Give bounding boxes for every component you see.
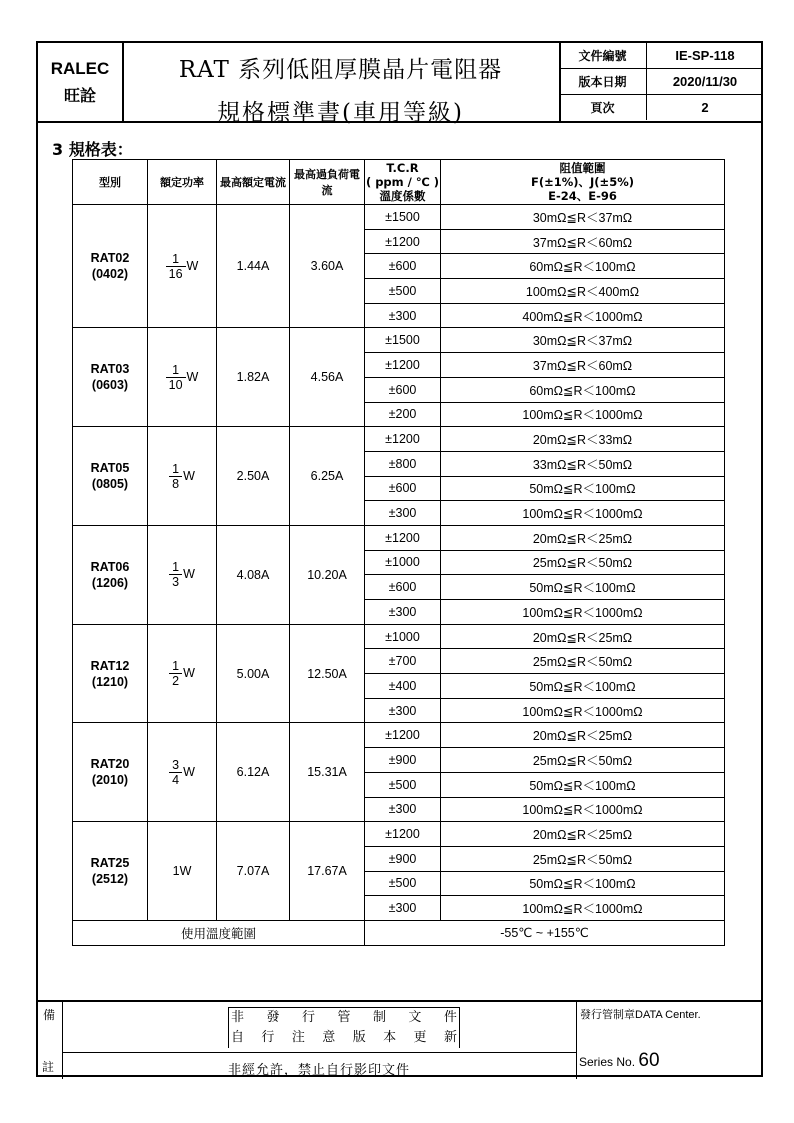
fraction bbox=[169, 560, 182, 589]
overload-current-cell: 6.25A bbox=[290, 427, 365, 526]
notice-char: 管 bbox=[337, 1010, 351, 1025]
fraction-denominator: 8 bbox=[169, 476, 182, 491]
tcr-cell: ±1000 bbox=[365, 624, 441, 649]
document-footer bbox=[38, 1000, 761, 1079]
power-unit: W bbox=[183, 666, 195, 681]
tcr-cell: ±1200 bbox=[365, 822, 441, 847]
resistance-range-cell: 25mΩ≦R＜50mΩ bbox=[441, 748, 725, 773]
tcr-cell: ±200 bbox=[365, 402, 441, 427]
resistance-range-cell: 25mΩ≦R＜50mΩ bbox=[441, 846, 725, 871]
model-name: RAT20 bbox=[90, 757, 130, 772]
model-cell bbox=[73, 822, 148, 921]
stamp-en: DATA Center. bbox=[635, 1009, 701, 1021]
spec-header-row bbox=[73, 160, 725, 205]
model-size: (0603) bbox=[91, 378, 129, 393]
footer-divider bbox=[62, 1052, 576, 1053]
document-header bbox=[38, 43, 761, 126]
power-unit: W bbox=[183, 468, 195, 483]
tcr-cell: ±1200 bbox=[365, 723, 441, 748]
notice-char: 件 bbox=[443, 1010, 457, 1025]
tcr-cell: ±300 bbox=[365, 797, 441, 822]
notice-char: 自 bbox=[231, 1030, 245, 1045]
model-name: RAT02 bbox=[90, 251, 130, 266]
tcr-cell: ±300 bbox=[365, 698, 441, 723]
meta-row bbox=[559, 69, 763, 95]
power-fraction bbox=[169, 560, 195, 589]
tcr-cell: ±900 bbox=[365, 748, 441, 773]
tcr-cell: ±1000 bbox=[365, 550, 441, 575]
power-cell bbox=[148, 723, 217, 822]
notice-char: 版 bbox=[352, 1030, 366, 1045]
power-fraction bbox=[169, 659, 195, 688]
document-title bbox=[122, 43, 561, 126]
temp-label: 使用溫度範圍 bbox=[73, 920, 365, 945]
issue-stamp bbox=[580, 1006, 701, 1022]
tcr-cell: ±300 bbox=[365, 501, 441, 526]
rated-current-cell: 1.82A bbox=[217, 328, 290, 427]
power-cell bbox=[148, 822, 217, 921]
model-cell bbox=[73, 427, 148, 526]
power-cell bbox=[148, 525, 217, 624]
header-range-3: E-24、E-96 bbox=[548, 189, 617, 203]
page-frame bbox=[36, 41, 763, 1077]
tcr-cell: ±1200 bbox=[365, 353, 441, 378]
model-size: (0402) bbox=[91, 267, 129, 282]
document-meta bbox=[559, 43, 763, 120]
resistance-range-cell: 50mΩ≦R＜100mΩ bbox=[441, 476, 725, 501]
fraction-numerator: 1 bbox=[172, 560, 180, 575]
resistance-range-cell: 20mΩ≦R＜25mΩ bbox=[441, 723, 725, 748]
header-overload: 最高過負荷電流 bbox=[290, 160, 365, 205]
title-line-2: 規格標準書(車用等級) bbox=[217, 100, 464, 126]
series-label: Series No. bbox=[579, 1055, 636, 1069]
meta-row bbox=[559, 43, 763, 69]
remarks-area bbox=[62, 1002, 577, 1079]
notice-char: 行 bbox=[301, 1010, 315, 1025]
tcr-cell: ±400 bbox=[365, 674, 441, 699]
table-row bbox=[73, 205, 725, 230]
fraction-numerator: 1 bbox=[172, 659, 180, 674]
resistance-range-cell: 100mΩ≦R＜1000mΩ bbox=[441, 402, 725, 427]
header-current: 最高額定電流 bbox=[217, 160, 290, 205]
logo-zh: 旺詮 bbox=[63, 86, 96, 105]
resistance-range-cell: 100mΩ≦R＜400mΩ bbox=[441, 279, 725, 304]
notice-char: 文 bbox=[408, 1010, 422, 1025]
fraction-numerator: 1 bbox=[172, 362, 180, 377]
meta-key: 文件編號 bbox=[559, 43, 647, 69]
resistance-range-cell: 37mΩ≦R＜60mΩ bbox=[441, 229, 725, 254]
meta-value: IE-SP-118 bbox=[647, 43, 764, 69]
tcr-cell: ±1500 bbox=[365, 205, 441, 230]
tcr-cell: ±1200 bbox=[365, 525, 441, 550]
power-fraction bbox=[166, 363, 199, 392]
power-fraction bbox=[169, 462, 195, 491]
resistance-range-cell: 20mΩ≦R＜33mΩ bbox=[441, 427, 725, 452]
issue-control bbox=[576, 1002, 763, 1079]
tcr-cell: ±1500 bbox=[365, 328, 441, 353]
fraction-denominator: 10 bbox=[166, 377, 186, 392]
resistance-range-cell: 37mΩ≦R＜60mΩ bbox=[441, 353, 725, 378]
remarks-label-bottom: 註 bbox=[42, 1060, 55, 1074]
model-name: RAT05 bbox=[90, 461, 130, 476]
model-size: (2512) bbox=[91, 872, 129, 887]
power-fraction bbox=[166, 252, 199, 281]
rated-current-cell: 6.12A bbox=[217, 723, 290, 822]
fraction-denominator: 2 bbox=[169, 673, 182, 688]
tcr-cell: ±1200 bbox=[365, 229, 441, 254]
rated-current-cell: 1.44A bbox=[217, 205, 290, 328]
notice-char: 新 bbox=[443, 1030, 457, 1045]
model-cell bbox=[73, 205, 148, 328]
power-cell bbox=[148, 624, 217, 723]
power-cell bbox=[148, 427, 217, 526]
section-title: 3 規格表： bbox=[52, 140, 133, 159]
tcr-cell: ±900 bbox=[365, 846, 441, 871]
tcr-cell: ±300 bbox=[365, 600, 441, 625]
temp-value: -55℃ ~ +155℃ bbox=[365, 920, 725, 945]
tcr-cell: ±500 bbox=[365, 871, 441, 896]
fraction bbox=[166, 363, 186, 392]
notice-line-1 bbox=[229, 1008, 459, 1028]
header-model: 型別 bbox=[73, 160, 148, 205]
resistance-range-cell: 50mΩ≦R＜100mΩ bbox=[441, 674, 725, 699]
resistance-range-cell: 20mΩ≦R＜25mΩ bbox=[441, 525, 725, 550]
overload-current-cell: 10.20A bbox=[290, 525, 365, 624]
meta-value: 2020/11/30 bbox=[647, 69, 764, 95]
overload-current-cell: 12.50A bbox=[290, 624, 365, 723]
resistance-range-cell: 100mΩ≦R＜1000mΩ bbox=[441, 896, 725, 921]
tcr-cell: ±600 bbox=[365, 254, 441, 279]
tcr-cell: ±600 bbox=[365, 476, 441, 501]
resistance-range-cell: 100mΩ≦R＜1000mΩ bbox=[441, 501, 725, 526]
stamp-zh: 發行管制章 bbox=[580, 1008, 635, 1021]
power-value: 1W bbox=[172, 864, 192, 879]
resistance-range-cell: 50mΩ≦R＜100mΩ bbox=[441, 871, 725, 896]
tcr-cell: ±1200 bbox=[365, 427, 441, 452]
notice-char: 注 bbox=[291, 1030, 305, 1045]
overload-current-cell: 3.60A bbox=[290, 205, 365, 328]
meta-key: 版本日期 bbox=[559, 69, 647, 95]
fraction-denominator: 16 bbox=[166, 266, 186, 281]
tcr-cell: ±800 bbox=[365, 451, 441, 476]
fraction bbox=[169, 758, 182, 787]
notice-char: 更 bbox=[413, 1030, 427, 1045]
overload-current-cell: 15.31A bbox=[290, 723, 365, 822]
model-name: RAT25 bbox=[90, 856, 130, 871]
title-line-1: RAT 系列低阻厚膜晶片電阻器 bbox=[178, 57, 503, 83]
tcr-cell: ±600 bbox=[365, 575, 441, 600]
fraction-denominator: 3 bbox=[169, 574, 182, 589]
rated-current-cell: 7.07A bbox=[217, 822, 290, 921]
resistance-range-cell: 100mΩ≦R＜1000mΩ bbox=[441, 797, 725, 822]
notice-char: 意 bbox=[322, 1030, 336, 1045]
resistance-range-cell: 100mΩ≦R＜1000mΩ bbox=[441, 698, 725, 723]
power-cell bbox=[148, 328, 217, 427]
notice-char: 本 bbox=[383, 1030, 397, 1045]
header-tcr-1: T.C.R bbox=[386, 161, 419, 175]
tcr-cell: ±300 bbox=[365, 303, 441, 328]
model-cell bbox=[73, 723, 148, 822]
notice-char: 制 bbox=[372, 1010, 386, 1025]
table-row bbox=[73, 427, 725, 452]
tcr-cell: ±600 bbox=[365, 377, 441, 402]
power-unit: W bbox=[186, 369, 199, 384]
resistance-range-cell: 60mΩ≦R＜100mΩ bbox=[441, 254, 725, 279]
fraction-numerator: 1 bbox=[172, 251, 180, 266]
spec-table bbox=[72, 159, 725, 946]
model-name: RAT12 bbox=[90, 658, 130, 673]
model-size: (0805) bbox=[91, 477, 129, 492]
resistance-range-cell: 30mΩ≦R＜37mΩ bbox=[441, 328, 725, 353]
fraction bbox=[169, 462, 182, 491]
fraction bbox=[166, 252, 186, 281]
rated-current-cell: 5.00A bbox=[217, 624, 290, 723]
model-cell bbox=[73, 624, 148, 723]
table-row bbox=[73, 624, 725, 649]
header-range-1: 阻值範圍 bbox=[559, 161, 606, 175]
fraction-denominator: 4 bbox=[169, 772, 182, 787]
remarks-label-top: 備 bbox=[43, 1008, 56, 1022]
power-unit: W bbox=[183, 567, 195, 582]
resistance-range-cell: 20mΩ≦R＜25mΩ bbox=[441, 822, 725, 847]
resistance-range-cell: 100mΩ≦R＜1000mΩ bbox=[441, 600, 725, 625]
notice-char: 非 bbox=[231, 1010, 245, 1025]
resistance-range-cell: 25mΩ≦R＜50mΩ bbox=[441, 649, 725, 674]
fraction-numerator: 1 bbox=[172, 461, 180, 476]
model-cell bbox=[73, 525, 148, 624]
meta-row bbox=[559, 95, 763, 121]
resistance-range-cell: 33mΩ≦R＜50mΩ bbox=[441, 451, 725, 476]
temp-row bbox=[73, 920, 725, 945]
model-size: (1206) bbox=[91, 575, 129, 590]
resistance-range-cell: 60mΩ≦R＜100mΩ bbox=[441, 377, 725, 402]
logo-en: RALEC bbox=[50, 59, 110, 78]
model-name: RAT06 bbox=[90, 559, 130, 574]
table-row bbox=[73, 328, 725, 353]
resistance-range-cell: 400mΩ≦R＜1000mΩ bbox=[441, 303, 725, 328]
power-cell bbox=[148, 205, 217, 328]
control-notice bbox=[228, 1007, 460, 1048]
notice-line-2 bbox=[229, 1028, 459, 1048]
model-size: (2010) bbox=[91, 773, 129, 788]
spec-body bbox=[73, 205, 725, 921]
table-row bbox=[73, 525, 725, 550]
rated-current-cell: 2.50A bbox=[217, 427, 290, 526]
tcr-cell: ±500 bbox=[365, 772, 441, 797]
table-row bbox=[73, 723, 725, 748]
header-tcr bbox=[365, 160, 441, 205]
table-row bbox=[73, 822, 725, 847]
tcr-cell: ±500 bbox=[365, 279, 441, 304]
model-size: (1210) bbox=[91, 674, 129, 689]
overload-current-cell: 17.67A bbox=[290, 822, 365, 921]
power-unit: W bbox=[183, 764, 195, 779]
company-logo bbox=[38, 43, 124, 121]
fraction-numerator: 3 bbox=[172, 757, 180, 772]
meta-value: 2 bbox=[701, 100, 709, 115]
series-number bbox=[579, 1050, 660, 1072]
resistance-range-cell: 50mΩ≦R＜100mΩ bbox=[441, 575, 725, 600]
model-cell bbox=[73, 328, 148, 427]
model-name: RAT03 bbox=[90, 362, 130, 377]
copy-warning: 非經允許，禁止自行影印文件 bbox=[227, 1063, 410, 1078]
header-tcr-3: 溫度係數 bbox=[379, 189, 426, 203]
remarks-column bbox=[38, 1002, 63, 1079]
resistance-range-cell: 20mΩ≦R＜25mΩ bbox=[441, 624, 725, 649]
power-fraction bbox=[169, 758, 195, 787]
notice-char: 發 bbox=[266, 1010, 280, 1025]
header-tcr-2: ( ppm / ℃ ) bbox=[365, 175, 440, 189]
series-value: 60 bbox=[638, 1050, 660, 1071]
tcr-cell: ±700 bbox=[365, 649, 441, 674]
resistance-range-cell: 50mΩ≦R＜100mΩ bbox=[441, 772, 725, 797]
power-unit: W bbox=[186, 258, 199, 273]
resistance-range-cell: 30mΩ≦R＜37mΩ bbox=[441, 205, 725, 230]
fraction bbox=[169, 659, 182, 688]
notice-char: 行 bbox=[261, 1030, 275, 1045]
header-range bbox=[441, 160, 725, 205]
resistance-range-cell: 25mΩ≦R＜50mΩ bbox=[441, 550, 725, 575]
rated-current-cell: 4.08A bbox=[217, 525, 290, 624]
tcr-cell: ±300 bbox=[365, 896, 441, 921]
header-power: 額定功率 bbox=[148, 160, 217, 205]
overload-current-cell: 4.56A bbox=[290, 328, 365, 427]
meta-key: 頁次 bbox=[559, 95, 647, 121]
header-range-2: F(±1%)、J(±5%) bbox=[531, 175, 634, 189]
